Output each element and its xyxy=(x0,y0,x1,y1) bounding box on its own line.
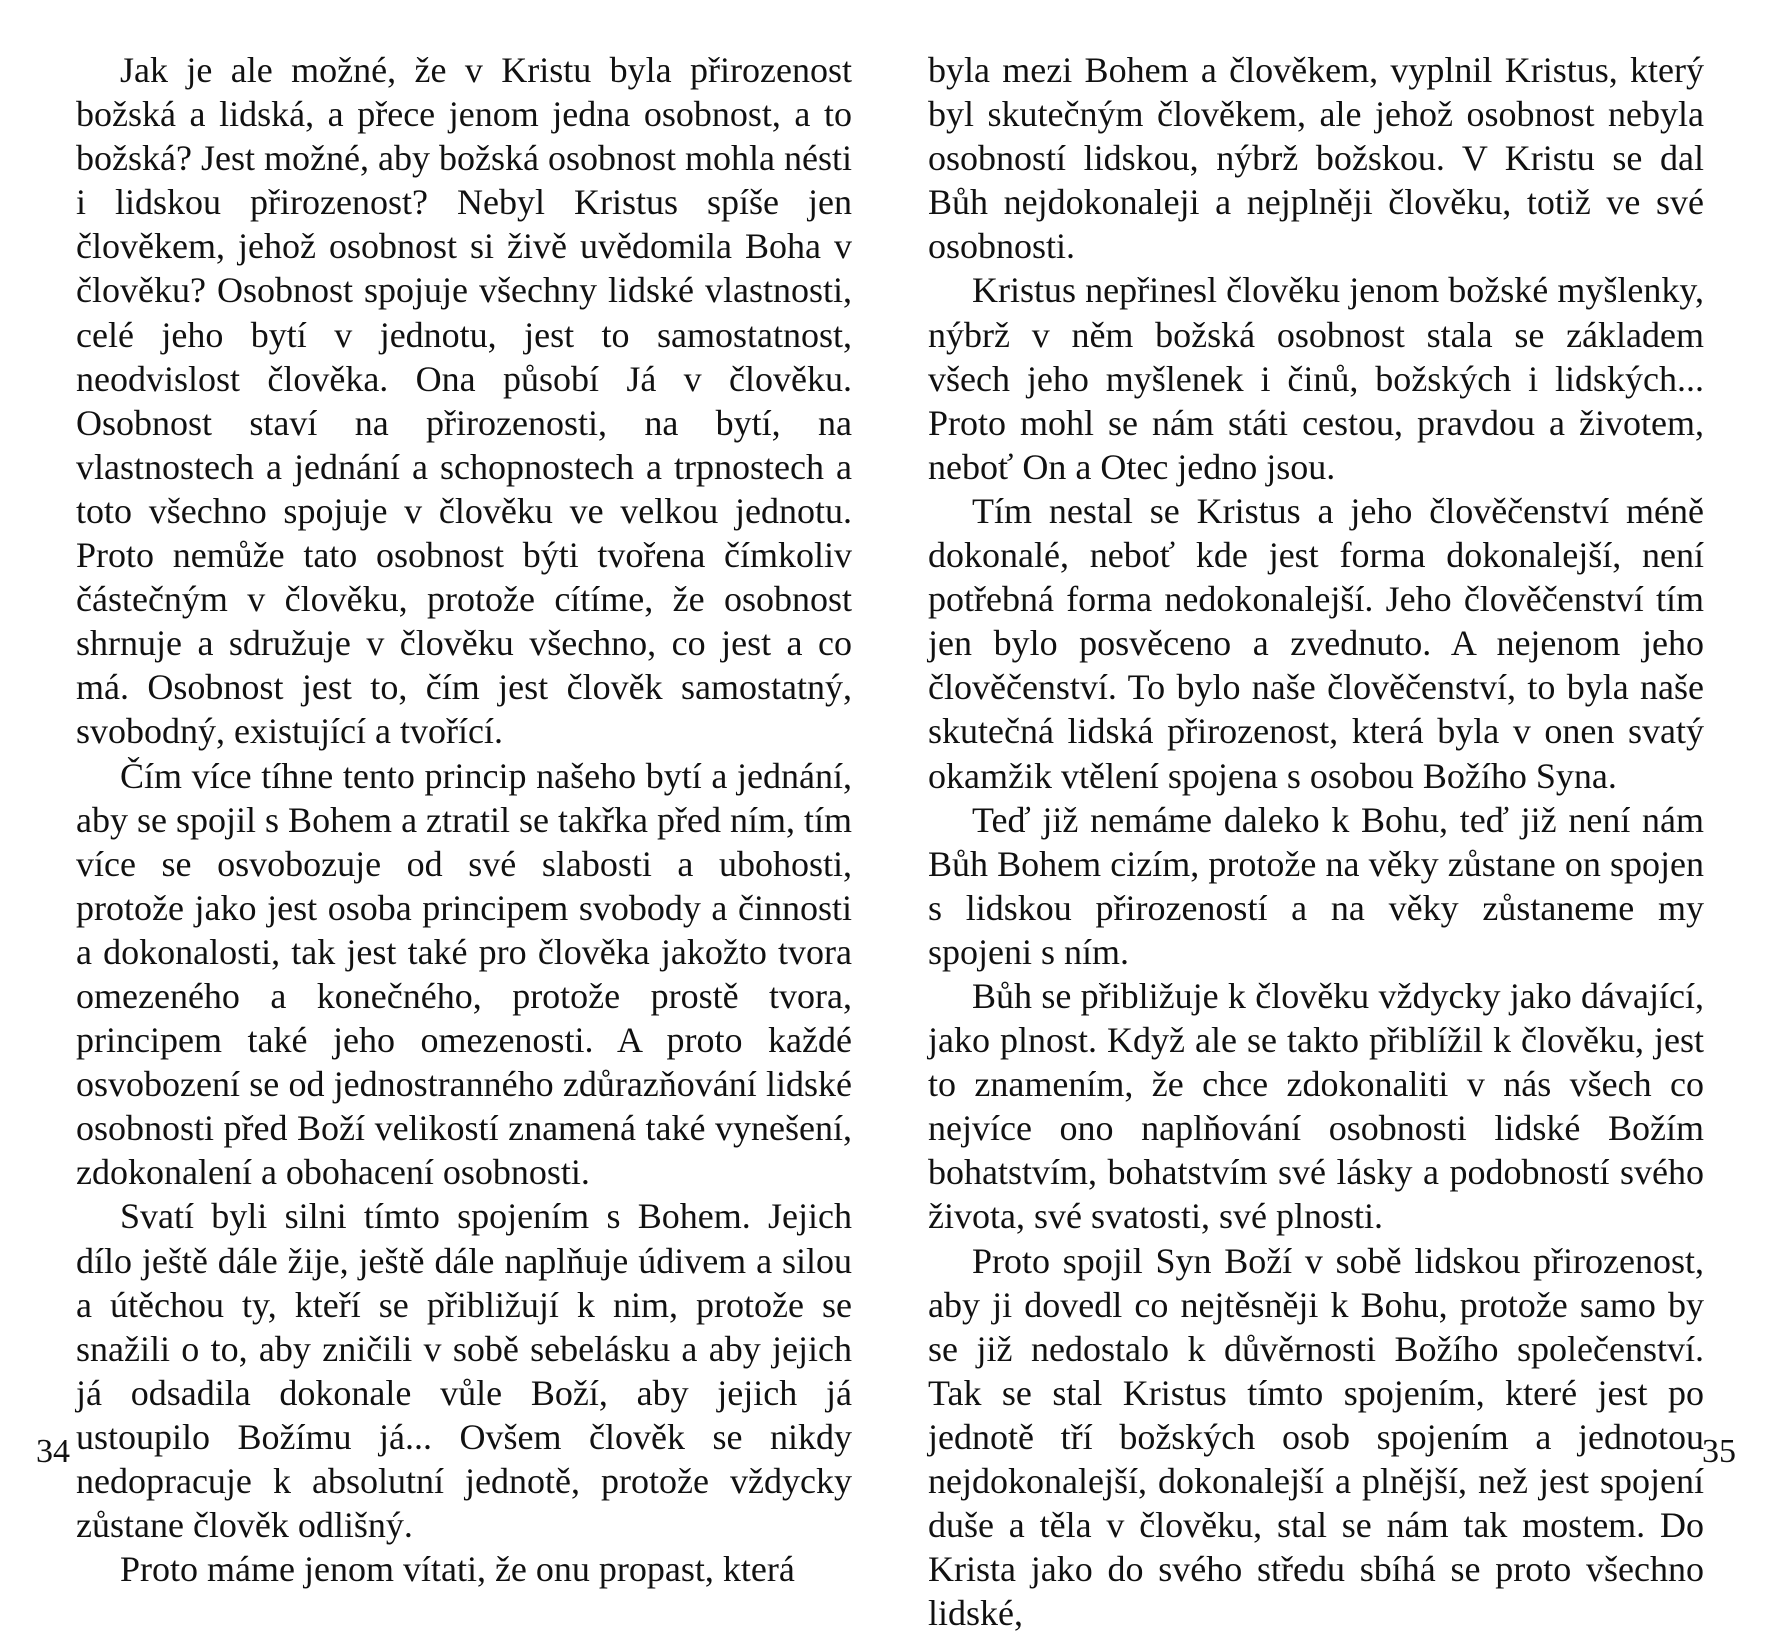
page-number-left: 34 xyxy=(36,1433,70,1470)
right-paragraph-4: Teď již nemáme daleko k Bohu, teď již není nám Bůh Bohem cizím, protože na věky zůstane on spojen s lidskou přirozeností a na věky zůstaneme my spojeni s ním. xyxy=(928,799,1704,972)
right-paragraph-1: byla mezi Bohem a člověkem, vyplnil Kristus, který byl skutečným člověkem, ale jehož osobnost nebyla osobností lidskou, nýbrž božskou. V Kristu se dal Bůh nejdokonaleji a nejplněji člověku, totiž ve své osobnosti. xyxy=(928,50,1704,267)
page-number-right: 35 xyxy=(1702,1433,1736,1470)
left-paragraph-4: Proto máme jenom vítati, že onu propast, která xyxy=(120,1549,795,1590)
left-paragraph-2: Čím více tíhne tento princip našeho bytí a jednání, aby se spojil s Bohem a ztratil se takřka před ním, tím více se osvobozuje od své slabosti a ubohosti, protože jako jest osoba principem svobody a činnosti a dokonalosti, tak jest také pro člověka jakožto tvora omezeného a konečného, protože prostě tvora, principem také jeho omezenosti. A proto každé osvobození se od jednostranného zdůrazňování lidské osobnosti před Boží velikostí znamená také vynešení, zdokonalení a obohacení osobnosti. xyxy=(76,755,852,1193)
right-paragraph-3: Tím nestal se Kristus a jeho člověčenství méně dokonalé, neboť kde jest forma dokonalejší, není potřebná forma nedokonalejší. Jeho člověčenství tím jen bylo posvěceno a zvednuto. A nejenom jeho člověčenství. To bylo naše člověčenství, to byla naše skutečná lidská přirozenost, která byla v onen svatý okamžik vtělení spojena s osobou Božího Syna. xyxy=(928,490,1704,796)
right-paragraph-6: Proto spojil Syn Boží v sobě lidskou přirozenost, aby ji dovedl co nejtěsněji k Bohu, protože samo by se již nedostalo k důvěrnosti Božího společenství. Tak se stal Kristus tímto spojením, které jest po jednotě tří božských osob spojením a jednotou nejdokonalejší, dokonalejší a plnější, než jest spojení duše a těla v člověku, stal se nám tak mostem. Do Krista jako do svého středu sbíhá se proto všechno lidské, xyxy=(928,1240,1704,1634)
left-page xyxy=(0,0,886,1590)
right-page xyxy=(886,0,1772,1634)
left-paragraph-1: Jak je ale možné, že v Kristu byla přirozenost božská a lidská, a přece jenom jedna osobnost, a to božská? Jest možné, aby božská osobnost mohla nésti i lidskou přirozenost? Nebyl Kristus spíše jen člověkem, jehož osobnost si živě uvědomila Boha v člověku? Osobnost spojuje všechny lidské vlastnosti, celé jeho bytí v jednotu, jest to samostatnost, neodvislost člověka. Ona působí Já v člověku. Osobnost staví na přirozenosti, na bytí, na vlastnostech a jednání a schopnostech a trpnostech a toto všechno spojuje v člověku ve velkou jednotu. Proto nemůže tato osobnost býti tvořena čímkoliv částečným v člověku, protože cítíme, že osobnost shrnuje a sdružuje v člověku všechno, co jest a co má. Osobnost jest to, čím jest člověk samostatný, svobodný, existující a tvořící. xyxy=(76,50,852,752)
left-page-text xyxy=(76,48,852,1591)
right-paragraph-5: Bůh se přibližuje k člověku vždycky jako dávající, jako plnost. Když ale se takto přiblížil k člověku, jest to znamením, že chce zdokonaliti v nás všech co nejvíce ono naplňování osobnosti lidské Božím bohatstvím, bohatstvím své lásky a podobností svého života, své svatosti, své plnosti. xyxy=(928,975,1704,1237)
right-paragraph-2: Kristus nepřinesl člověku jenom božské myšlenky, nýbrž v něm božská osobnost stala se základem všech jeho myšlenek i činů, božských i lidských... Proto mohl se nám státi cestou, pravdou a životem, neboť On a Otec jedno jsou. xyxy=(928,270,1704,487)
right-page-text xyxy=(928,48,1704,1635)
left-paragraph-3: Svatí byli silni tímto spojením s Bohem. Jejich dílo ještě dále žije, ještě dále naplňuje údivem a silou a útěchou ty, kteří se přibližují k nim, protože se snažili o to, aby zničili v sobě sebelásku a aby jejich já odsadila dokonale vůle Boží, aby jejich já ustoupilo Božímu já... Ovšem člověk se nikdy nedopracuje k absolutní jednotě, protože vždycky zůstane člověk odlišný. xyxy=(76,1196,852,1546)
